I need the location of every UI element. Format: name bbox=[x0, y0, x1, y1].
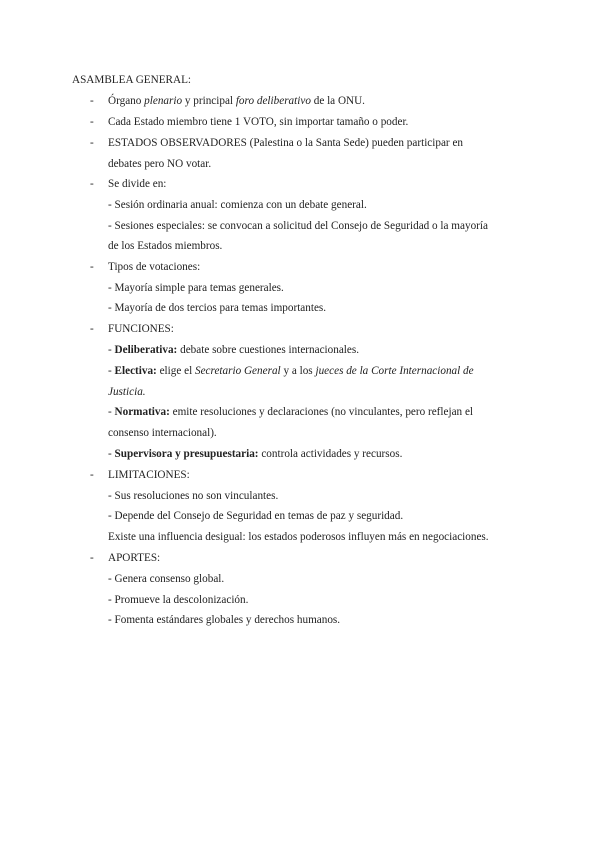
aportes-item-2: - Promueve la descolonización. bbox=[108, 594, 249, 606]
bullet-limitaciones-label: LIMITACIONES: bbox=[108, 469, 190, 481]
funcion-electiva-line1: - Electiva: elige el Secretario General y a los jueces de la Corte Internacional de bbox=[108, 365, 474, 377]
bullet-votaciones-label: Tipos de votaciones: bbox=[108, 261, 201, 273]
bullet-dash: - bbox=[90, 137, 94, 149]
bullet-observadores-line1: ESTADOS OBSERVADORES (Palestina o la Santa Sede) pueden participar en bbox=[108, 137, 464, 149]
bullet-dash: - bbox=[90, 552, 94, 564]
funcion-supervisora: - Supervisora y presupuestaria: controla actividades y recursos. bbox=[108, 448, 403, 460]
aportes-item-3: - Fomenta estándares globales y derechos humanos. bbox=[108, 614, 341, 626]
votaciones-item-1: - Mayoría simple para temas generales. bbox=[108, 282, 284, 294]
bullet-dash: - bbox=[90, 261, 94, 273]
limitaciones-item-3: Existe una influencia desigual: los estados poderosos influyen más en negociaciones. bbox=[108, 531, 489, 543]
votaciones-item-2: - Mayoría de dos tercios para temas importantes. bbox=[108, 302, 327, 314]
bullet-voto: Cada Estado miembro tiene 1 VOTO, sin importar tamaño o poder. bbox=[108, 116, 409, 128]
limitaciones-item-2: - Depende del Consejo de Seguridad en temas de paz y seguridad. bbox=[108, 510, 404, 522]
divide-item-2-line1: - Sesiones especiales: se convocan a solicitud del Consejo de Seguridad o la mayoría bbox=[108, 220, 488, 232]
bullet-dash: - bbox=[90, 323, 94, 335]
funcion-normativa-line1: - Normativa: emite resoluciones y declaraciones (no vinculantes, pero reflejan el bbox=[108, 406, 474, 418]
bullet-dash: - bbox=[90, 178, 94, 190]
divide-item-1: - Sesión ordinaria anual: comienza con un debate general. bbox=[108, 199, 367, 211]
bullet-dash: - bbox=[90, 95, 94, 107]
aportes-item-1: - Genera consenso global. bbox=[108, 573, 225, 585]
divide-item-2-line2: de los Estados miembros. bbox=[108, 240, 223, 252]
bullet-observadores-line2: debates pero NO votar. bbox=[108, 158, 212, 170]
bullet-organo: Órgano plenario y principal foro deliberativo de la ONU. bbox=[108, 95, 365, 107]
bullet-divide-label: Se divide en: bbox=[108, 178, 167, 190]
funcion-deliberativa: - Deliberativa: debate sobre cuestiones internacionales. bbox=[108, 344, 360, 356]
section-title: ASAMBLEA GENERAL: bbox=[72, 74, 192, 86]
bullet-aportes-label: APORTES: bbox=[108, 552, 161, 564]
funcion-normativa-line2: consenso internacional). bbox=[108, 427, 217, 439]
bullet-dash: - bbox=[90, 469, 94, 481]
funcion-electiva-line2: Justicia. bbox=[108, 386, 146, 398]
italic-plenario: plenario bbox=[144, 95, 183, 107]
bullet-funciones-label: FUNCIONES: bbox=[108, 323, 174, 335]
bullet-dash: - bbox=[90, 116, 94, 128]
italic-foro: foro deliberativo bbox=[235, 95, 311, 107]
limitaciones-item-1: - Sus resoluciones no son vinculantes. bbox=[108, 490, 279, 502]
